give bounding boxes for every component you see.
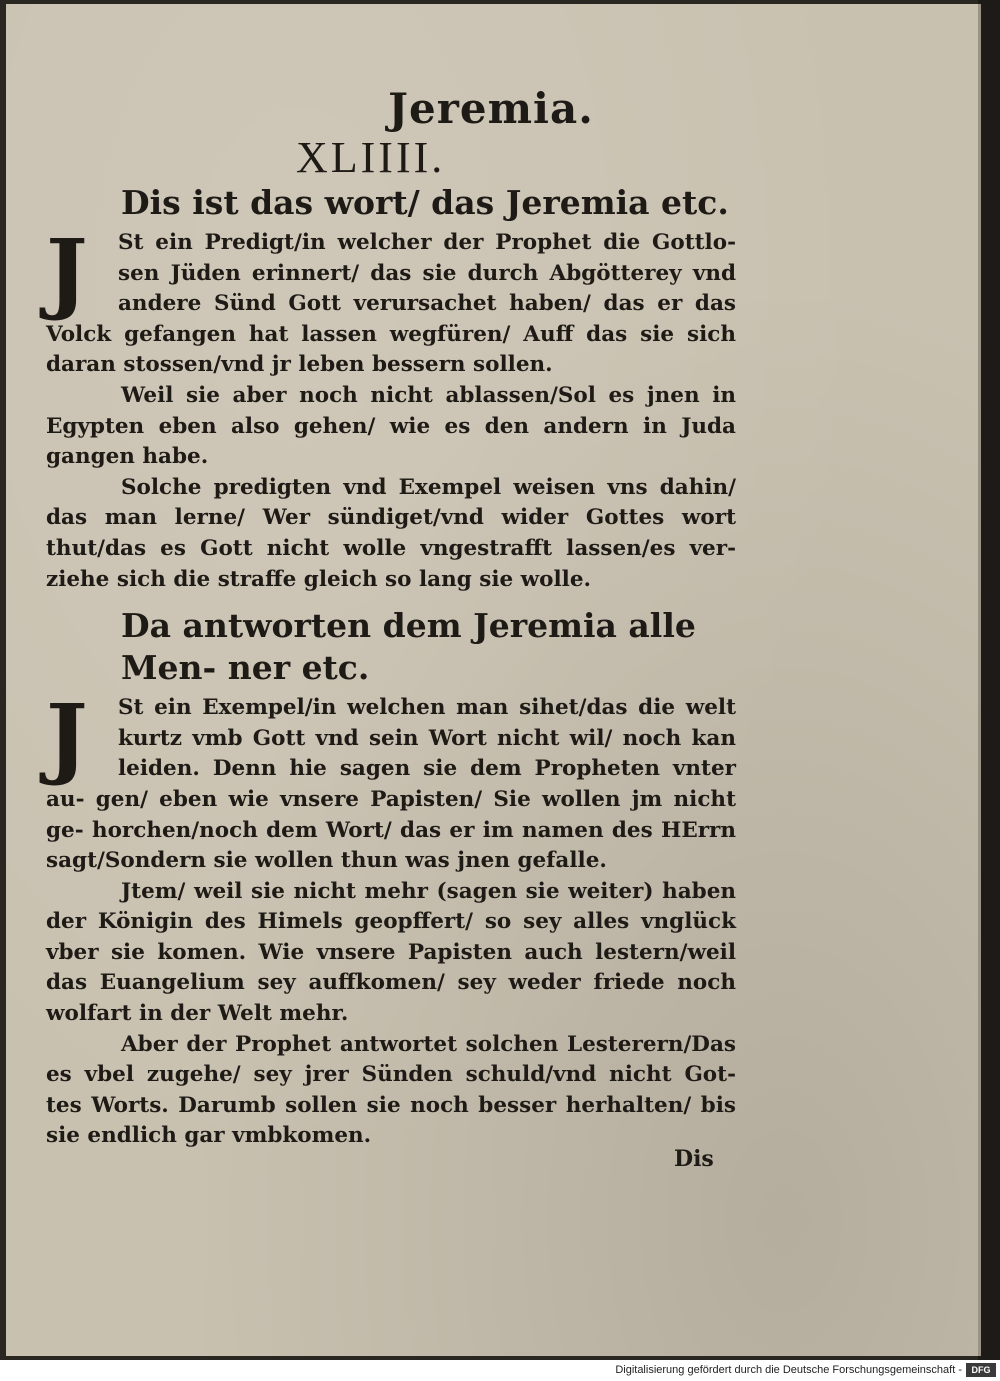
book-edge: [978, 0, 1000, 1360]
dfg-logo-icon: DFG: [966, 1363, 996, 1377]
paragraph-text: St ein Exempel/in welchen man sihet/das die welt kurtz vmb Gott vnd sein Wort nicht wil/ noch kan leiden. Denn hie sagen sie dem Propheten vnter au- gen/ eben wie vnsere Papisten/ Sie wollen jm nicht ge- horchen/noch dem Wort/ das er im namen des HErrn sagt/Sondern sie wollen thun was jnen gefalle.: [46, 695, 736, 874]
text-block: [46, 84, 736, 1152]
paragraph: Jtem/ weil sie nicht mehr (sagen sie weiter) haben der Königin des Himels geopffert/ so sey alles vnglück vber sie komen. Wie vnsere Papisten auch lestern/weil das Euangelium sey auffkomen/ sey weder friede noch wolfart in der Welt mehr.: [46, 878, 736, 1027]
section-heading-2: Da antworten dem Jeremia alle Men- ner etc.: [121, 606, 696, 688]
funding-credit: Digitalisierung gefördert durch die Deutsche Forschungsgemeinschaft -: [615, 1364, 962, 1376]
paragraph: Aber der Prophet antwortet solchen Lesterern/Das es vbel zugehe/ sey jrer Sünden schuld/vnd nicht Got- tes Worts. Darumb sollen sie noch besser herhalten/ bis sie endlich gar vmbkomen.: [46, 1031, 736, 1149]
section-heading-1: Dis ist das wort/ das Jeremia etc.: [121, 183, 729, 222]
catchword: Dis: [674, 1146, 714, 1172]
footer-bar: [0, 1360, 1000, 1381]
paragraph: Solche predigten vnd Exempel weisen vns dahin/ das man lerne/ Wer sündiget/vnd wider Gottes wort thut/das es Gott nicht wolle vngestrafft lassen/es ver- ziehe sich die straffe gleich so lang sie wolle.: [46, 474, 736, 592]
chapter-number: XLIIII.: [296, 133, 446, 182]
drop-cap: J: [46, 684, 88, 789]
running-head: Jeremia.: [388, 84, 594, 133]
paragraph: Weil sie aber noch nicht ablassen/Sol es jnen in Egypten eben also gehen/ wie es den andern in Juda gangen habe.: [46, 382, 736, 470]
drop-cap: J: [46, 219, 88, 323]
paragraph: [46, 684, 736, 877]
book-page: [6, 4, 981, 1356]
paragraph: [46, 219, 736, 381]
paragraph-text: St ein Predigt/in welcher der Prophet die Gottlo- sen Jüden erinnert/ das sie durch Abgötterey vnd andere Sünd Gott verursachet haben/ das er das Volck gefangen hat lassen wegfüren/ Auff das sie sich daran stossen/vnd jr leben bessern sollen.: [46, 230, 736, 378]
